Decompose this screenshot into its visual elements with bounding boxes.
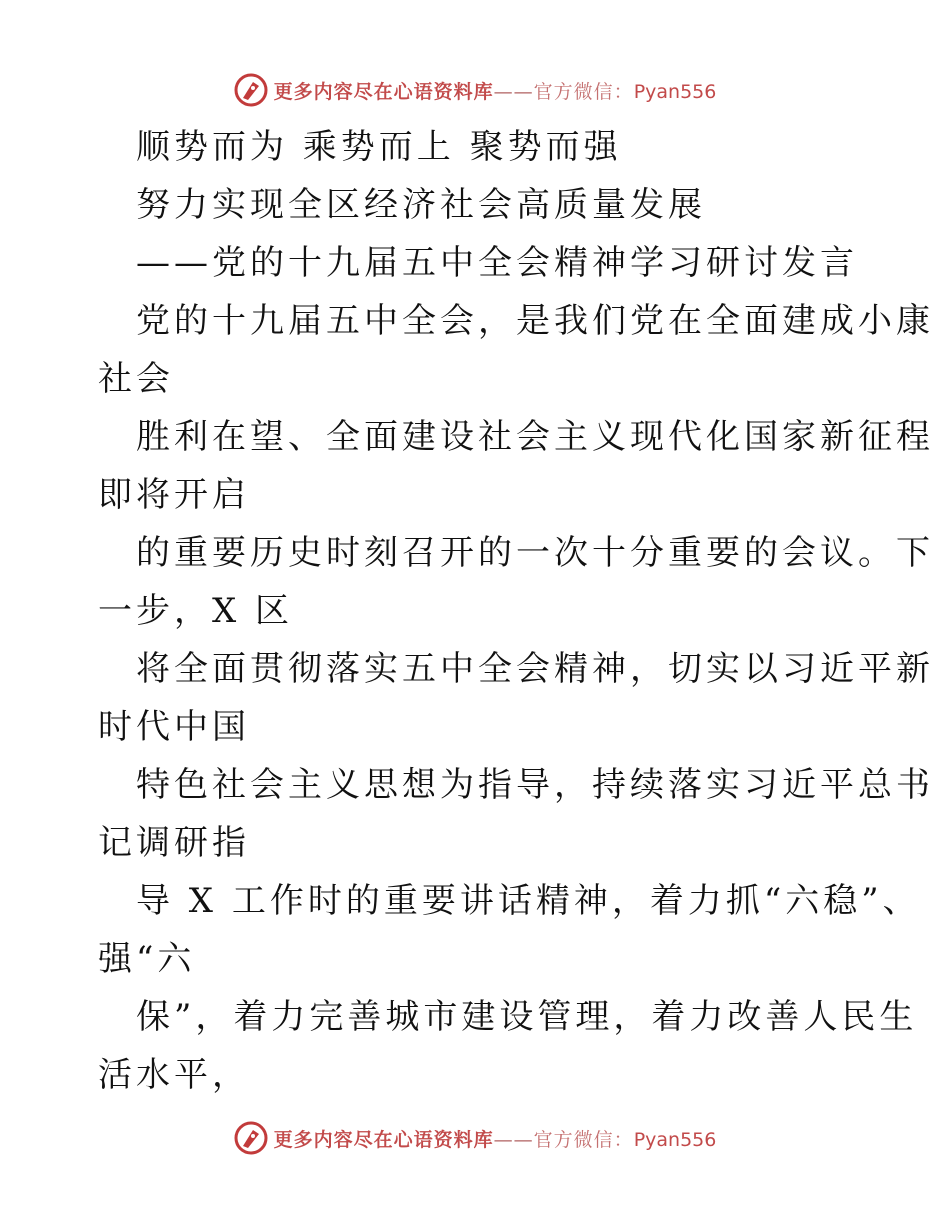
watermark-brand: 更多内容尽在心语资料库 bbox=[273, 1128, 494, 1151]
watermark-wechat-label: 官方微信： bbox=[533, 1128, 634, 1151]
paragraph-line: 社会 bbox=[98, 359, 174, 399]
document-body bbox=[98, 118, 934, 1104]
paragraph-line: 胜利在望、全面建设社会主义现代化国家新征程 bbox=[136, 417, 934, 457]
watermark-wechat-id: Pyan556 bbox=[633, 1128, 717, 1151]
paragraph-line: 活水平， bbox=[98, 1055, 250, 1095]
footer-watermark bbox=[0, 1116, 950, 1160]
watermark-wechat-label: 官方微信： bbox=[533, 80, 634, 103]
paragraph-line: 强“六 bbox=[98, 939, 196, 979]
paragraph-line: 记调研指 bbox=[98, 823, 250, 863]
paragraph-line: 保”，着力完善城市建设管理，着力改善人民生 bbox=[136, 997, 918, 1037]
paragraph-line: 时代中国 bbox=[98, 707, 250, 747]
watermark-text bbox=[274, 77, 717, 104]
pen-nib-logo-icon bbox=[234, 73, 268, 107]
watermark-brand: 更多内容尽在心语资料库 bbox=[273, 80, 494, 103]
pen-nib-logo-icon bbox=[234, 1121, 268, 1155]
paragraph-line: 的重要历史时刻召开的一次十分重要的会议。下 bbox=[136, 533, 934, 573]
paragraph-line: 将全面贯彻落实五中全会精神，切实以习近平新 bbox=[136, 649, 934, 689]
watermark-text bbox=[274, 1125, 717, 1152]
paragraph-line: 即将开启 bbox=[98, 475, 250, 515]
subtitle-line: ——党的十九届五中全会精神学习研讨发言 bbox=[136, 243, 858, 283]
watermark-separator: —— bbox=[493, 80, 534, 103]
paragraph-line: 导 X 工作时的重要讲话精神，着力抓“六稳”、 bbox=[136, 881, 921, 921]
paragraph-line: 一步，X 区 bbox=[98, 591, 294, 631]
paragraph-line: 党的十九届五中全会，是我们党在全面建成小康 bbox=[136, 301, 934, 341]
watermark-wechat-id: Pyan556 bbox=[633, 80, 717, 103]
paragraph-line: 特色社会主义思想为指导，持续落实习近平总书 bbox=[136, 765, 934, 805]
header-watermark bbox=[0, 68, 950, 112]
watermark-separator: —— bbox=[493, 1128, 534, 1151]
title-line-2: 努力实现全区经济社会高质量发展 bbox=[136, 185, 706, 225]
title-line-1: 顺势而为 乘势而上 聚势而强 bbox=[136, 127, 622, 167]
